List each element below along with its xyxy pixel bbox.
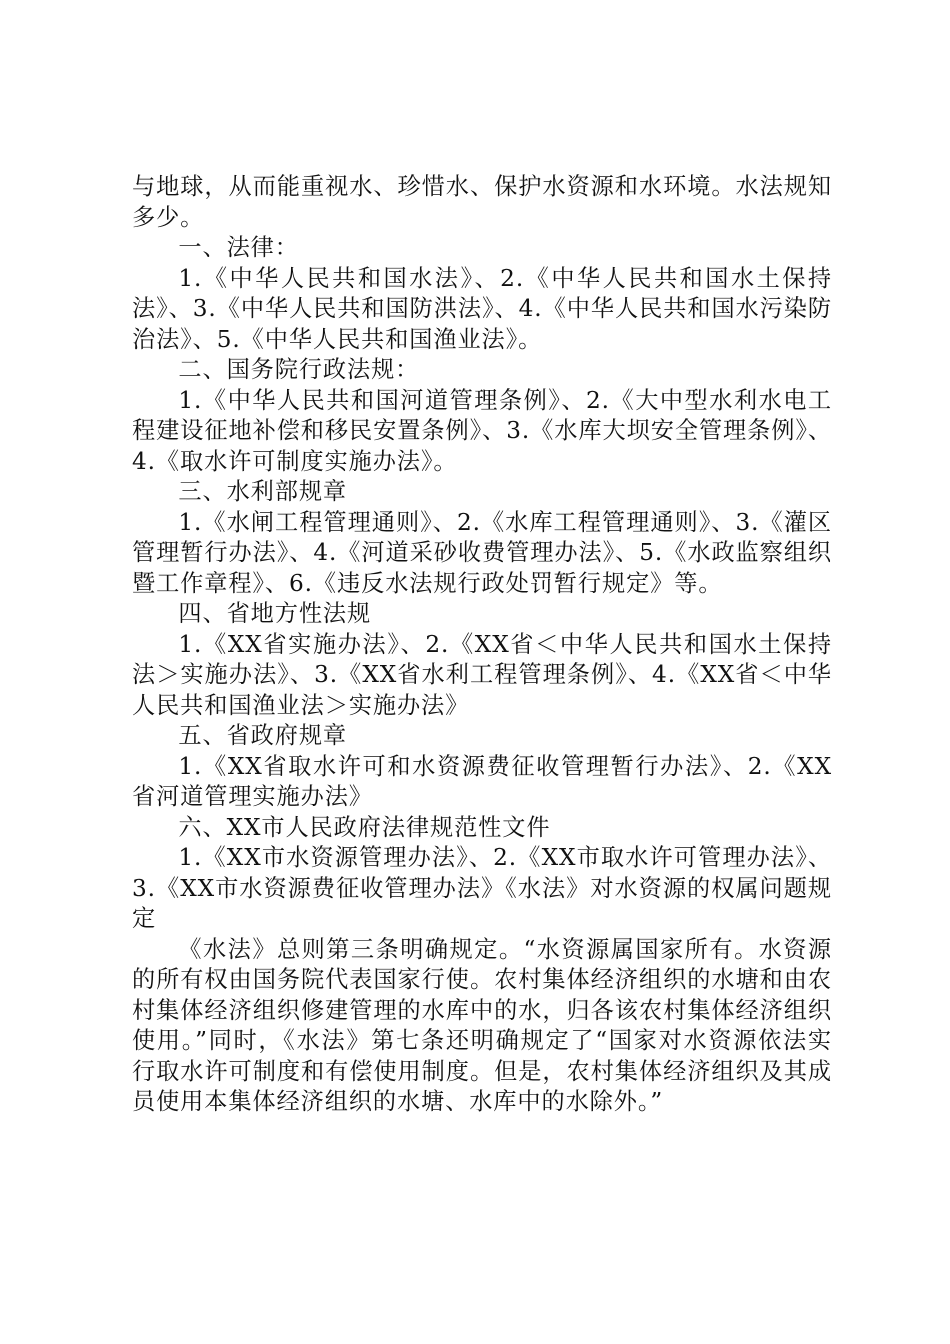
heading-provincial-regulations: 四、省地方性法规	[178, 600, 372, 627]
heading-provincial-government-rules: 五、省政府规章	[178, 722, 348, 749]
paragraph-city-documents-list: 1.《XX市水资源管理办法》、2.《XX市取水许可管理办法》、3.《XX市水资源费征收管理办法》《水法》对水资源的权属问题规定	[132, 844, 832, 932]
paragraph-laws-list: 1.《中华人民共和国水法》、2.《中华人民共和国水土保持法》、3.《中华人民共和国防洪法》、4.《中华人民共和国水污染防治法》、5.《中华人民共和国渔业法》。	[132, 264, 832, 353]
heading-city-documents: 六、XX市人民政府法律规范性文件	[178, 813, 551, 841]
heading-laws: 一、法律：	[178, 234, 299, 261]
paragraph-ministry-rules-list: 1.《水闸工程管理通则》、2.《水库工程管理通则》、3.《灌区管理暂行办法》、4.《河道采砂收费管理办法》、5.《水政监察组织暨工作章程》、6.《违反水法规行政处罚暂行规定》等。	[132, 508, 832, 597]
paragraph-water-law-ownership: 《水法》总则第三条明确规定。“水资源属国家所有。水资源的所有权由国务院代表国家行使。农村集体经济组织的水塘和由农村集体经济组织修建管理的水库中的水，归各该农村集体经济组织使用。”同时，《水法》第七条还明确规定了“国家对水资源依法实行取水许可制度和有偿使用制度。但是，农村集体经济组织及其成员使用本集体经济组织的水塘、水库中的水除外。”	[132, 935, 832, 1115]
heading-state-council-regulations: 二、国务院行政法规：	[178, 356, 420, 383]
paragraph-state-council-list: 1.《中华人民共和国河道管理条例》、2.《大中型水利水电工程建设征地补偿和移民安置条例》、3.《水库大坝安全管理条例》、4.《取水许可制度实施办法》。	[132, 386, 832, 475]
heading-ministry-rules: 三、水利部规章	[178, 478, 348, 505]
paragraph-provincial-regulations-list: 1.《XX省实施办法》、2.《XX省＜中华人民共和国水土保持法＞实施办法》、3.《XX省水利工程管理条例》、4.《XX省＜中华人民共和国渔业法＞实施办法》	[132, 630, 832, 719]
document-page	[132, 172, 832, 1118]
paragraph-provincial-government-list: 1.《XX省取水许可和水资源费征收管理暂行办法》、2.《XX省河道管理实施办法》	[132, 752, 832, 810]
paragraph-intro: 与地球，从而能重视水、珍惜水、保护水资源和水环境。水法规知多少。	[132, 173, 832, 231]
